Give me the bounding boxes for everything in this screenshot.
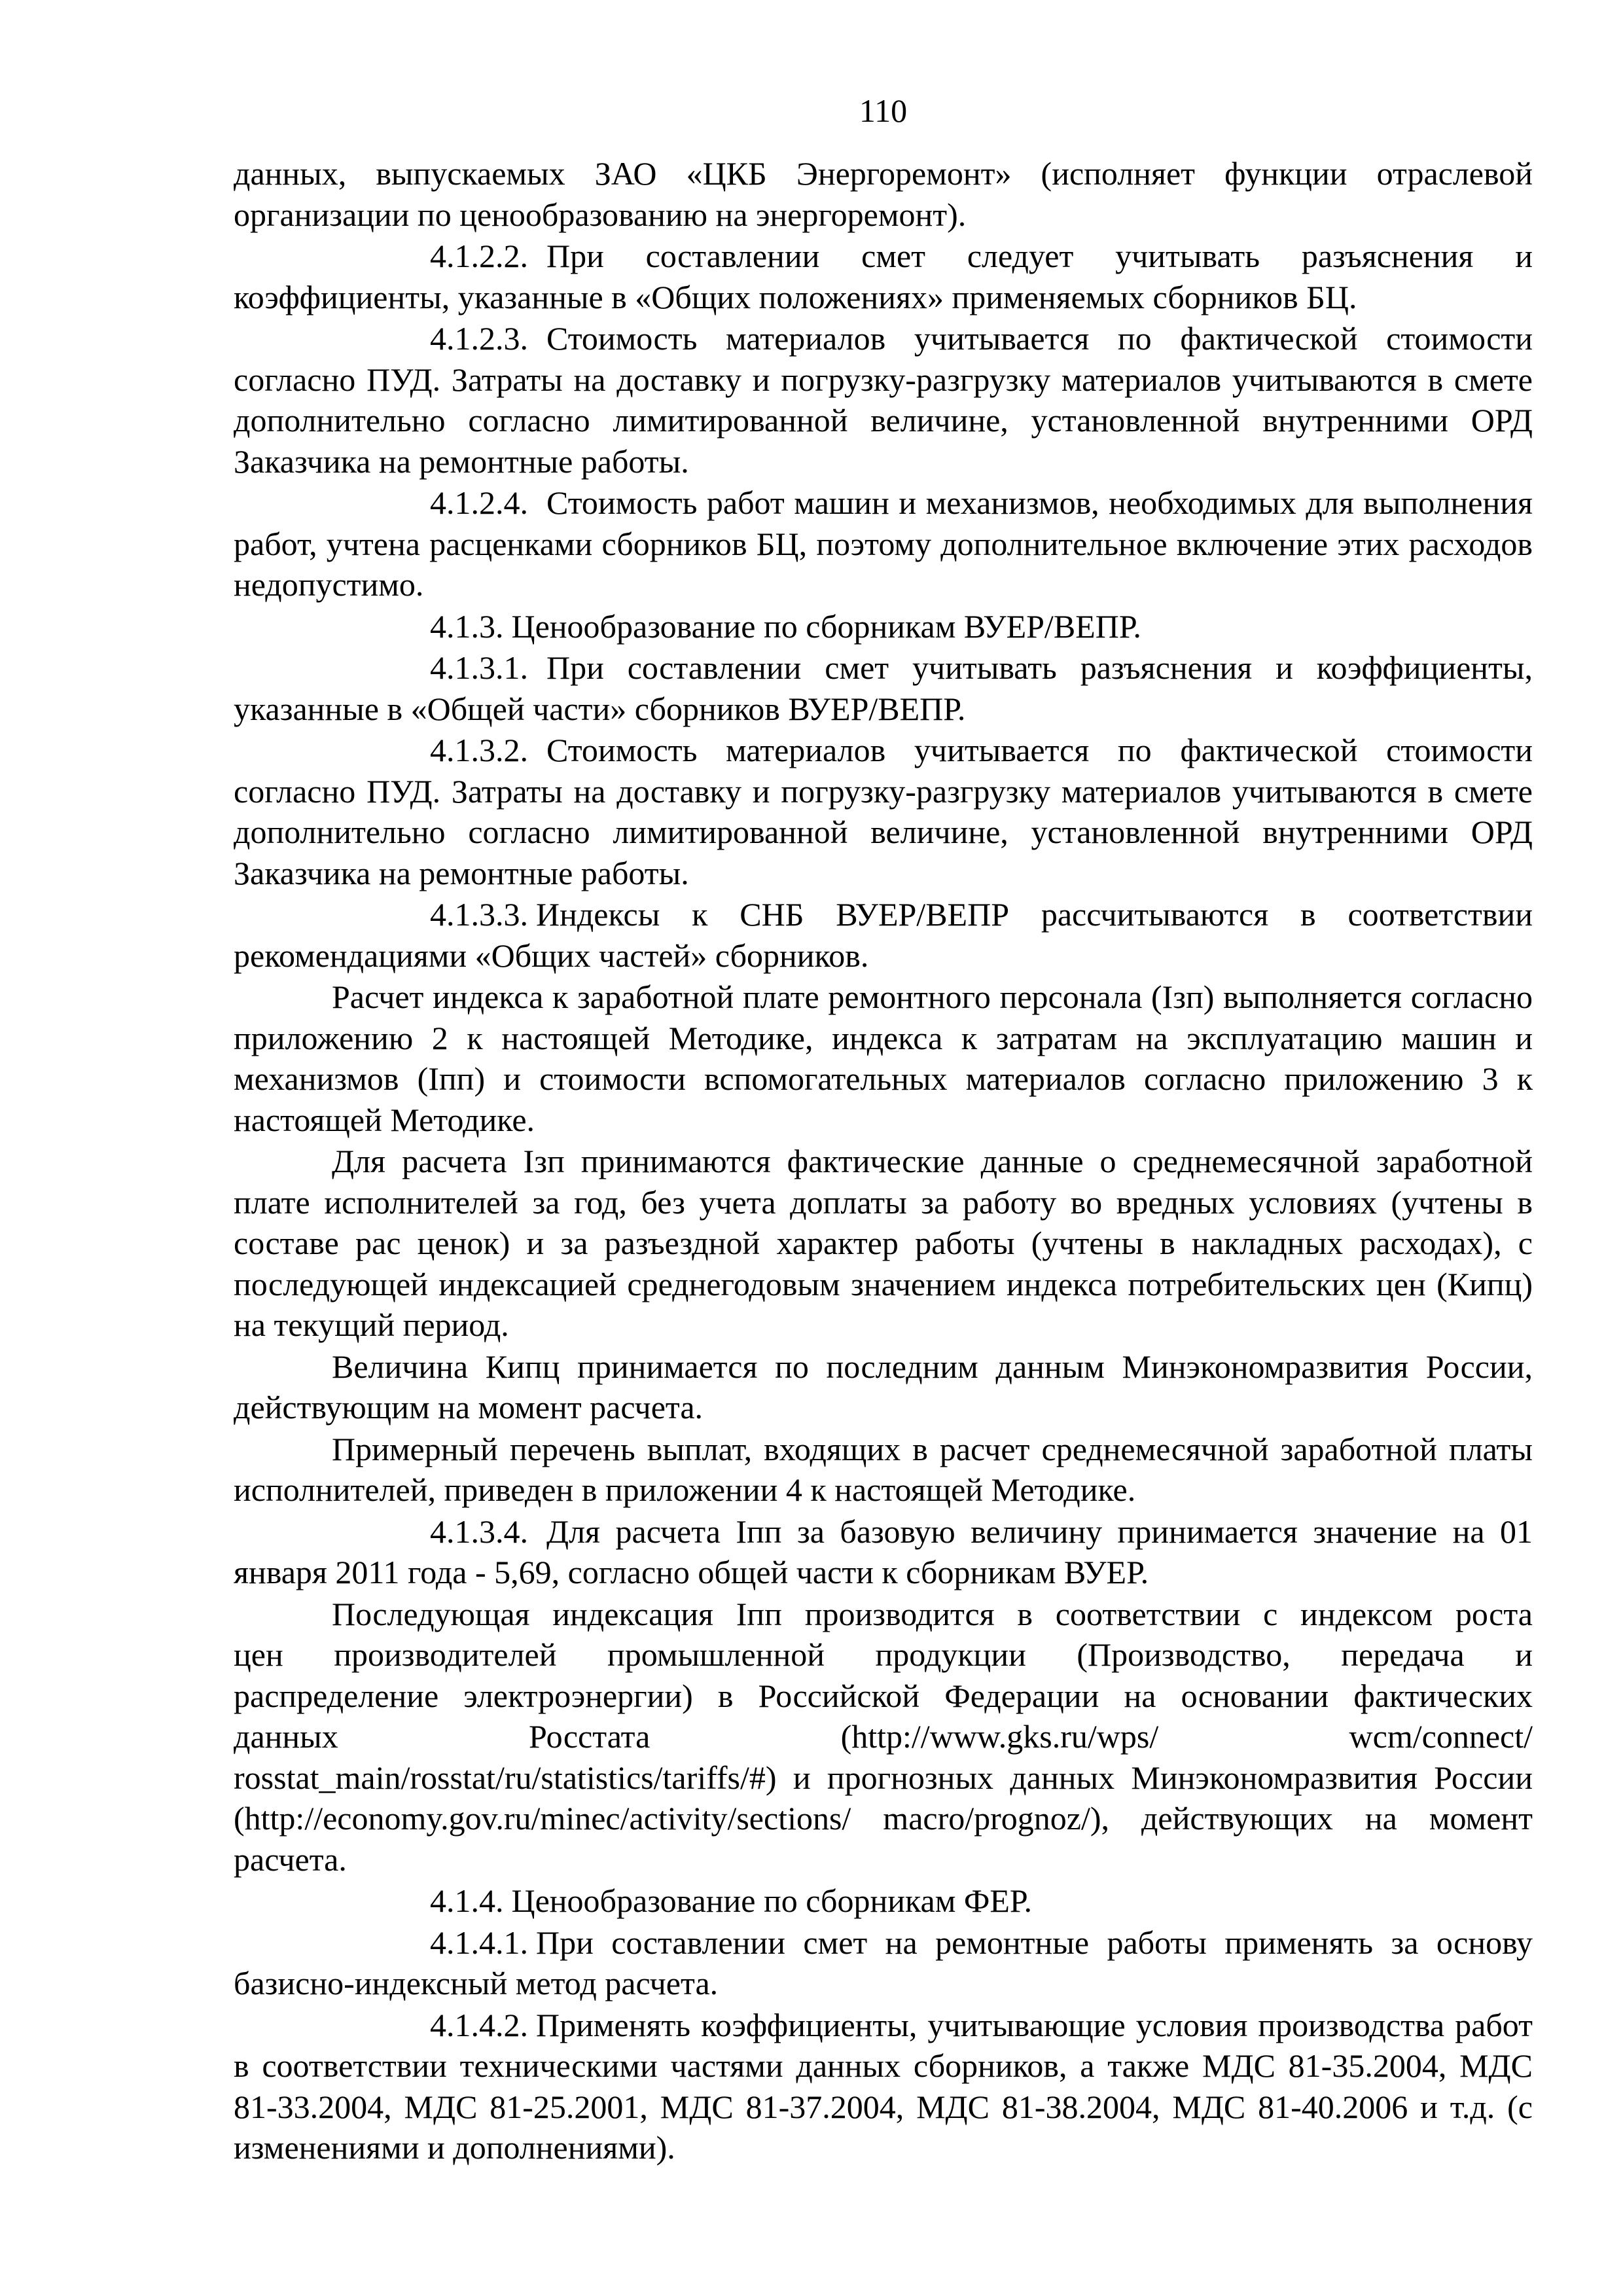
clause-4-1-2-4: [234, 482, 1533, 605]
paragraph-continuation: данных, выпускаемых ЗАО «ЦКБ Энергоремонт» (исполняет функции отраслевой организации по ценообразованию на энергоремонт).: [234, 155, 1533, 233]
clause-text: Применять коэффициенты, учитывающие условия производства работ в соответствии техническими частями данных сборников, а также МДС 81-35.2004, МДС 81-33.2004, МДС 81-25.2001, МДС 81-37.2004, МДС 81-38.2004, МДС 81-40.2006 и т.д. (с изменениями и дополнениями).: [234, 2006, 1533, 2166]
clause-number: 4.1.4.1.: [430, 1924, 528, 1961]
section-number: 4.1.4.: [430, 1882, 504, 1919]
page-number: 110: [859, 92, 908, 129]
clause-number: 4.1.3.3.: [430, 896, 528, 933]
clause-4-1-2-2: [234, 236, 1533, 317]
clause-number: 4.1.2.3.: [430, 320, 528, 357]
clause-number: 4.1.3.4.: [430, 1513, 528, 1550]
clause-text: Для расчета Iпп за базовую величину принимается значение на 01 января 2011 года - 5,69, согласно общей части к сборникам ВУЕР.: [234, 1513, 1533, 1590]
paragraph-ipp-indexation: Последующая индексация Iпп производится в соответствии с индексом роста цен производителей промышленной продукции (Производство, передача и распределение электроэнергии) в Российской Федерации на основании фактических данных Росстата (http://www.gks.ru/wps/ wcm/connect/ rosstat_main/rosstat/ru/statistics/tariffs/#) и прогнозных данных Минэкономразвития России (http://economy.gov.ru/minec/activity/sections/ macro/prognoz/), действующих на момент расчета.: [234, 1595, 1533, 1878]
clause-text: Стоимость работ машин и механизмов, необходимых для выполнения работ, учтена расценками сборников БЦ, поэтому дополнительное включение этих расходов недопустимо.: [234, 484, 1533, 603]
clause-4-1-3-2: [234, 730, 1533, 893]
section-title: Ценообразование по сборникам ВУЕР/ВЕПР.: [511, 607, 1141, 645]
section-number: 4.1.3.: [430, 607, 504, 645]
section-title: Ценообразование по сборникам ФЕР.: [511, 1882, 1032, 1919]
paragraph-payments-list: Примерный перечень выплат, входящих в расчет среднемесячной заработной платы исполнителей, приведен в приложении 4 к настоящей Методике.: [234, 1430, 1533, 1508]
section-4-1-3-heading: [234, 606, 1533, 647]
clause-4-1-3-3: [234, 894, 1533, 976]
clause-text: Индексы к СНБ ВУЕР/ВЕПР рассчитываются в соответствии рекомендациями «Общих частей» сборников.: [234, 896, 1533, 974]
clause-text: При составлении смет учитывать разъяснения и коэффициенты, указанные в «Общей части» сборников ВУЕР/ВЕПР.: [234, 649, 1533, 727]
clause-number: 4.1.3.2.: [430, 732, 528, 768]
paragraph-izp-calc: Расчет индекса к заработной плате ремонтного персонала (Iзп) выполняется согласно приложению 2 к настоящей Методике, индекса к затратам на эксплуатацию машин и механизмов (Iпп) и стоимости вспомогательных материалов согласно приложению 3 к настоящей Методике.: [234, 978, 1533, 1138]
clause-text: Стоимость материалов учитывается по фактической стоимости согласно ПУД. Затраты на доставку и погрузку-разгрузку материалов учитываются в смете дополнительно согласно лимитированной величине, установленной внутренними ОРД Заказчика на ремонтные работы.: [234, 732, 1533, 891]
clause-text: При составлении смет следует учитывать разъяснения и коэффициенты, указанные в «Общих положениях» применяемых сборников БЦ.: [234, 238, 1533, 315]
clause-number: 4.1.4.2.: [430, 2006, 528, 2043]
document-body: [234, 153, 1533, 2169]
clause-number: 4.1.3.1.: [430, 649, 528, 686]
clause-4-1-4-1: [234, 1922, 1533, 2004]
section-4-1-4-heading: [234, 1880, 1533, 1922]
clause-4-1-3-1: [234, 647, 1533, 729]
clause-text: Стоимость материалов учитывается по фактической стоимости согласно ПУД. Затраты на доставку и погрузку-разгрузку материалов учитываются в смете дополнительно согласно лимитированной величине, установленной внутренними ОРД Заказчика на ремонтные работы.: [234, 320, 1533, 480]
clause-text: При составлении смет на ремонтные работы применять за основу базисно-индексный метод расчета.: [234, 1924, 1533, 2001]
clause-4-1-3-4: [234, 1511, 1533, 1593]
clause-4-1-2-3: [234, 318, 1533, 482]
clause-4-1-4-2: [234, 2005, 1533, 2168]
clause-number: 4.1.2.2.: [430, 238, 528, 274]
clause-number: 4.1.2.4.: [430, 484, 528, 521]
paragraph-kipc: Величина Кипц принимается по последним данным Минэкономразвития России, действующим на момент расчета.: [234, 1348, 1533, 1426]
paragraph-izp-data: Для расчета Iзп принимаются фактические данные о среднемесячной заработной плате исполнителей за год, без учета доплаты за работу во вредных условиях (учтены в составе рас ценок) и за разъездной характер работы (учтены в накладных расходах), с последующей индексацией среднегодовым значением индекса потребительских цен (Кипц) на текущий период.: [234, 1143, 1533, 1343]
